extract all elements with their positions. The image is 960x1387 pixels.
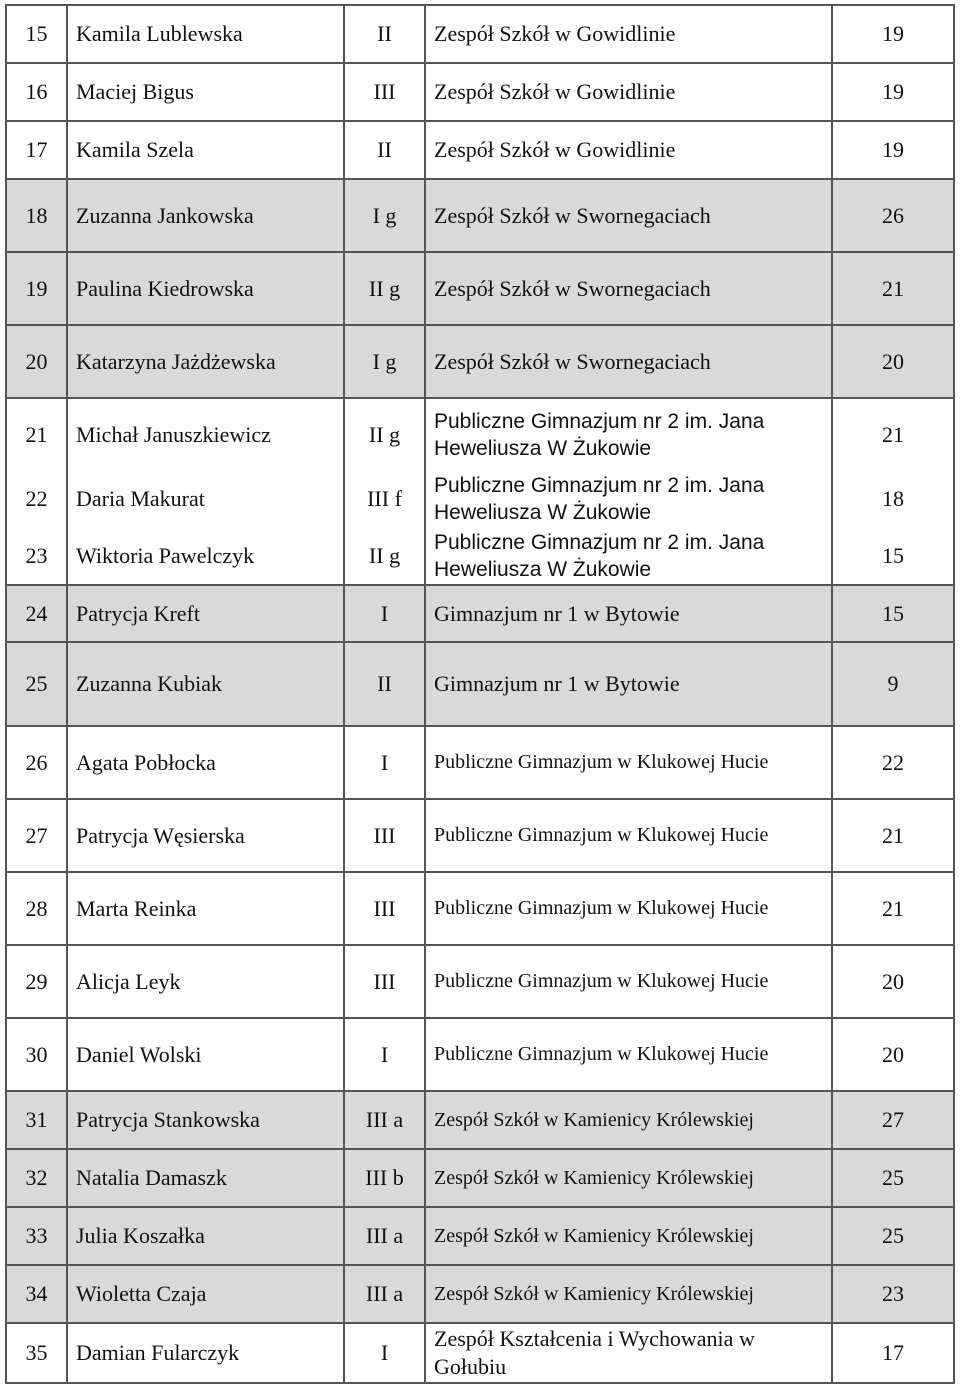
student-name: Michał Januszkiewicz: [67, 398, 344, 470]
row-number: 31: [6, 1091, 67, 1149]
points-cell: 21: [832, 398, 954, 470]
table-row: [6, 945, 954, 1018]
points-cell: 25: [832, 1207, 954, 1265]
table-row: [6, 528, 954, 585]
student-name: Maciej Bigus: [67, 63, 344, 121]
results-page: [5, 4, 953, 1384]
class-cell: II: [344, 642, 425, 726]
table-row: [6, 470, 954, 528]
class-cell: III: [344, 799, 425, 872]
school-cell: Zespół Szkół w Kamienicy Królewskiej: [425, 1207, 832, 1265]
student-name: Wiktoria Pawelczyk: [67, 528, 344, 585]
row-number: 33: [6, 1207, 67, 1265]
school-cell: Zespół Szkół w Swornegaciach: [425, 252, 832, 325]
row-number: 23: [6, 528, 67, 585]
school-cell: Gimnazjum nr 1 w Bytowie: [425, 642, 832, 726]
class-cell: I g: [344, 325, 425, 398]
school-cell: Zespół Szkół w Swornegaciach: [425, 179, 832, 252]
row-number: 21: [6, 398, 67, 470]
table-row: [6, 325, 954, 398]
points-cell: 18: [832, 470, 954, 528]
student-name: Patrycja Węsierska: [67, 799, 344, 872]
points-cell: 19: [832, 121, 954, 179]
class-cell: I: [344, 726, 425, 799]
table-row: [6, 799, 954, 872]
row-number: 26: [6, 726, 67, 799]
student-name: Patrycja Stankowska: [67, 1091, 344, 1149]
points-cell: 21: [832, 872, 954, 945]
row-number: 20: [6, 325, 67, 398]
student-name: Agata Pobłocka: [67, 726, 344, 799]
student-name: Katarzyna Jażdżewska: [67, 325, 344, 398]
table-row: [6, 121, 954, 179]
row-number: 32: [6, 1149, 67, 1207]
points-cell: 9: [832, 642, 954, 726]
school-cell: Zespół Szkół w Gowidlinie: [425, 63, 832, 121]
points-cell: 21: [832, 799, 954, 872]
points-cell: 25: [832, 1149, 954, 1207]
school-cell: Publiczne Gimnazjum nr 2 im. Jana Heweliusza W Żukowie: [425, 470, 832, 528]
class-cell: III b: [344, 1149, 425, 1207]
points-cell: 20: [832, 325, 954, 398]
school-cell: Zespół Szkół w Gowidlinie: [425, 5, 832, 63]
row-number: 24: [6, 585, 67, 642]
school-cell: Zespół Szkół w Kamienicy Królewskiej: [425, 1149, 832, 1207]
school-cell: Zespół Szkół w Kamienicy Królewskiej: [425, 1265, 832, 1323]
row-number: 19: [6, 252, 67, 325]
class-cell: III: [344, 945, 425, 1018]
row-number: 25: [6, 642, 67, 726]
table-row: [6, 1091, 954, 1149]
row-number: 30: [6, 1018, 67, 1091]
student-name: Daniel Wolski: [67, 1018, 344, 1091]
student-name: Natalia Damaszk: [67, 1149, 344, 1207]
student-name: Julia Koszałka: [67, 1207, 344, 1265]
class-cell: III a: [344, 1207, 425, 1265]
class-cell: III f: [344, 470, 425, 528]
table-row: [6, 1323, 954, 1383]
class-cell: I: [344, 1018, 425, 1091]
points-cell: 19: [832, 63, 954, 121]
class-cell: III: [344, 63, 425, 121]
class-cell: II g: [344, 252, 425, 325]
school-cell: Publiczne Gimnazjum w Klukowej Hucie: [425, 872, 832, 945]
class-cell: II: [344, 5, 425, 63]
table-row: [6, 1149, 954, 1207]
table-row: [6, 1018, 954, 1091]
table-row: [6, 726, 954, 799]
student-name: Kamila Lublewska: [67, 5, 344, 63]
results-table: [5, 4, 955, 1384]
points-cell: 17: [832, 1323, 954, 1383]
points-cell: 27: [832, 1091, 954, 1149]
row-number: 15: [6, 5, 67, 63]
class-cell: III a: [344, 1091, 425, 1149]
student-name: Patrycja Kreft: [67, 585, 344, 642]
school-cell: Publiczne Gimnazjum w Klukowej Hucie: [425, 799, 832, 872]
school-cell: Gimnazjum nr 1 w Bytowie: [425, 585, 832, 642]
points-cell: 23: [832, 1265, 954, 1323]
class-cell: II g: [344, 528, 425, 585]
row-number: 34: [6, 1265, 67, 1323]
student-name: Damian Fularczyk: [67, 1323, 344, 1383]
class-cell: II g: [344, 398, 425, 470]
row-number: 16: [6, 63, 67, 121]
class-cell: I: [344, 585, 425, 642]
class-cell: II: [344, 121, 425, 179]
student-name: Wioletta Czaja: [67, 1265, 344, 1323]
class-cell: III: [344, 872, 425, 945]
class-cell: I: [344, 1323, 425, 1383]
points-cell: 19: [832, 5, 954, 63]
row-number: 35: [6, 1323, 67, 1383]
table-row: [6, 1207, 954, 1265]
table-row: [6, 642, 954, 726]
row-number: 27: [6, 799, 67, 872]
table-row: [6, 179, 954, 252]
school-cell: Zespół Szkół w Kamienicy Królewskiej: [425, 1091, 832, 1149]
points-cell: 20: [832, 1018, 954, 1091]
table-row: [6, 585, 954, 642]
student-name: Daria Makurat: [67, 470, 344, 528]
school-cell: Zespół Szkół w Swornegaciach: [425, 325, 832, 398]
school-cell: Publiczne Gimnazjum w Klukowej Hucie: [425, 726, 832, 799]
points-cell: 26: [832, 179, 954, 252]
row-number: 22: [6, 470, 67, 528]
row-number: 18: [6, 179, 67, 252]
school-cell: Publiczne Gimnazjum w Klukowej Hucie: [425, 945, 832, 1018]
points-cell: 15: [832, 585, 954, 642]
class-cell: I g: [344, 179, 425, 252]
school-cell: Zespół Kształcenia i Wychowania w Gołubiu: [425, 1323, 832, 1383]
school-cell: Publiczne Gimnazjum nr 2 im. Jana Heweliusza W Żukowie: [425, 528, 832, 585]
row-number: 29: [6, 945, 67, 1018]
school-cell: Zespół Szkół w Gowidlinie: [425, 121, 832, 179]
row-number: 28: [6, 872, 67, 945]
table-row: [6, 872, 954, 945]
class-cell: III a: [344, 1265, 425, 1323]
table-row: [6, 398, 954, 470]
table-row: [6, 63, 954, 121]
school-cell: Publiczne Gimnazjum nr 2 im. Jana Heweliusza W Żukowie: [425, 398, 832, 470]
student-name: Alicja Leyk: [67, 945, 344, 1018]
points-cell: 22: [832, 726, 954, 799]
row-number: 17: [6, 121, 67, 179]
student-name: Zuzanna Kubiak: [67, 642, 344, 726]
table-row: [6, 1265, 954, 1323]
table-row: [6, 5, 954, 63]
table-row: [6, 252, 954, 325]
student-name: Kamila Szela: [67, 121, 344, 179]
school-cell: Publiczne Gimnazjum w Klukowej Hucie: [425, 1018, 832, 1091]
student-name: Zuzanna Jankowska: [67, 179, 344, 252]
student-name: Marta Reinka: [67, 872, 344, 945]
points-cell: 15: [832, 528, 954, 585]
points-cell: 21: [832, 252, 954, 325]
points-cell: 20: [832, 945, 954, 1018]
student-name: Paulina Kiedrowska: [67, 252, 344, 325]
